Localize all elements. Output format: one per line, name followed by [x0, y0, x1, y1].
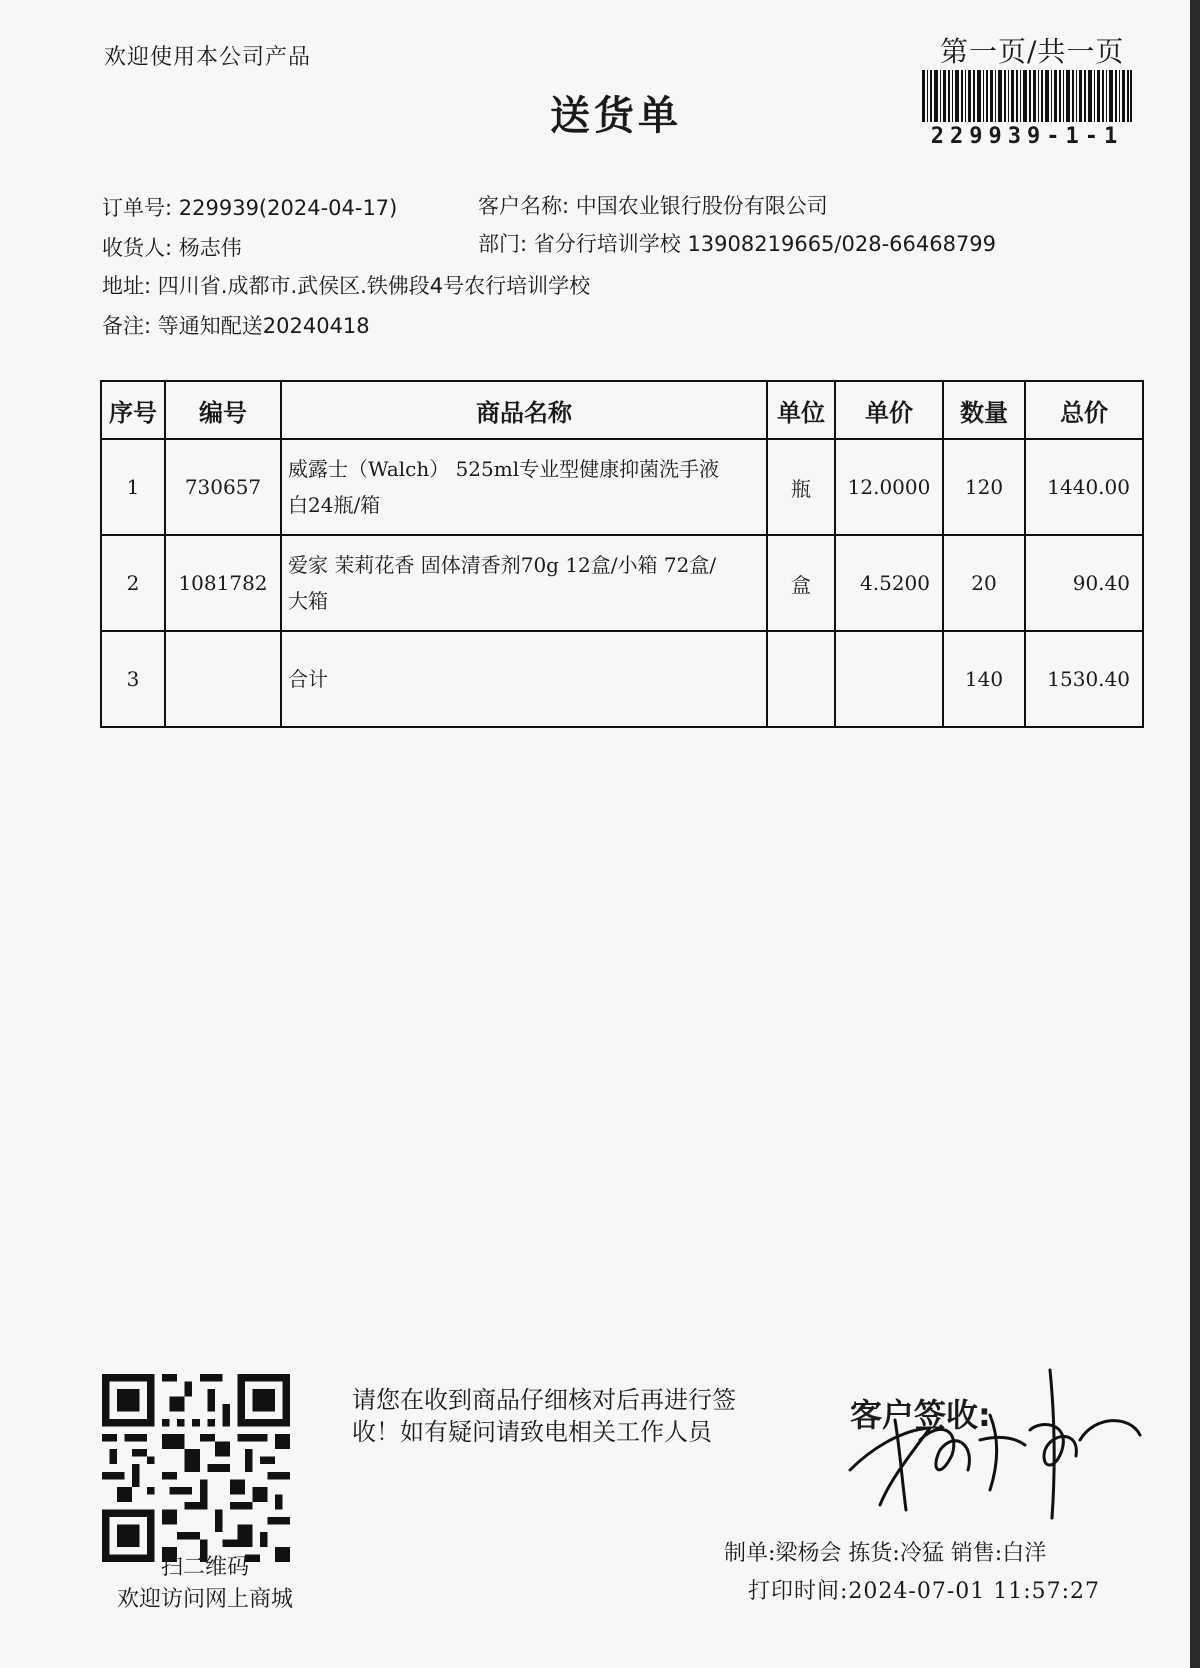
welcome-text: 欢迎使用本公司产品	[104, 45, 312, 70]
address-row	[102, 270, 590, 300]
qr-caption-scan: 扫二维码	[160, 1555, 249, 1580]
cell-unit-price: 12.0000	[835, 439, 943, 535]
qr-code-icon	[102, 1374, 290, 1562]
receiver-label: 收货人:	[102, 236, 173, 260]
department-label: 部门:	[478, 232, 528, 256]
order-number-label: 订单号:	[102, 196, 173, 220]
cell-unit-price: 4.5200	[835, 535, 943, 631]
notice-line-1: 请您在收到商品仔细核对后再进行签	[352, 1386, 736, 1414]
product-name-line-2: 大箱	[288, 589, 328, 613]
header-code: 编号	[165, 381, 281, 439]
document-title: 送货单	[550, 93, 682, 139]
cell-quantity-sum: 140	[943, 631, 1025, 727]
cell-code: 730657	[165, 439, 281, 535]
cell-seq: 1	[101, 439, 165, 535]
qr-caption-store: 欢迎访问网上商城	[116, 1587, 293, 1612]
cell-unit: 盒	[767, 535, 835, 631]
department-value: 省分行培训学校 13908219665/028-66468799	[533, 232, 997, 256]
header-unit: 单位	[767, 381, 835, 439]
table-row	[101, 535, 1143, 631]
customer-row	[478, 190, 828, 220]
order-number-row	[102, 192, 397, 222]
product-name-line-1: 爱家 茉莉花香 固体清香剂70g 12盒/小箱 72盒/	[288, 553, 717, 577]
remark-value: 等通知配送20240418	[157, 314, 370, 338]
cell-grand-total: 1530.40	[1025, 631, 1143, 727]
notice-line-2: 收！如有疑问请致电相关工作人员	[352, 1418, 712, 1446]
table-row-total	[101, 631, 1143, 727]
handwritten-signature	[840, 1360, 1160, 1520]
cell-total: 90.40	[1025, 535, 1143, 631]
receiver-value: 杨志伟	[178, 236, 242, 260]
product-name-line-1: 威露士（Walch） 525ml专业型健康抑菌洗手液	[288, 457, 720, 481]
cell-unit: 瓶	[767, 439, 835, 535]
customer-label: 客户名称:	[478, 194, 570, 218]
department-row	[478, 228, 996, 258]
receipt-notice	[352, 1384, 792, 1448]
customer-sign-label: 客户签收:	[850, 1396, 991, 1434]
cell-code: 1081782	[165, 535, 281, 631]
product-name-line-2: 白24瓶/箱	[288, 493, 381, 517]
staff-line: 制单:梁杨会 拣货:冷猛 销售:白洋	[724, 1541, 1047, 1566]
cell-unit	[767, 631, 835, 727]
barcode-image	[922, 70, 1132, 122]
remark-row	[102, 310, 370, 340]
cell-total-label: 合计	[281, 631, 767, 727]
cell-product-name	[281, 439, 767, 535]
cell-seq: 2	[101, 535, 165, 631]
customer-value: 中国农业银行股份有限公司	[575, 194, 828, 218]
cell-code	[165, 631, 281, 727]
receiver-row	[102, 232, 242, 262]
cell-product-name	[281, 535, 767, 631]
header-seq: 序号	[101, 381, 165, 439]
cell-seq: 3	[101, 631, 165, 727]
barcode-number: 229939-1-1	[930, 124, 1124, 149]
remark-label: 备注:	[102, 314, 152, 338]
items-table	[100, 380, 1144, 728]
page-indicator: 第一页/共一页	[940, 35, 1125, 68]
cell-quantity: 120	[943, 439, 1025, 535]
order-number-value: 229939(2024-04-17)	[178, 196, 398, 220]
cell-unit-price	[835, 631, 943, 727]
address-value: 四川省.成都市.武侯区.铁佛段4号农行培训学校	[157, 274, 591, 298]
table-header-row	[101, 381, 1143, 439]
header-quantity: 数量	[943, 381, 1025, 439]
header-unit-price: 单价	[835, 381, 943, 439]
cell-quantity: 20	[943, 535, 1025, 631]
print-time: 打印时间:2024-07-01 11:57:27	[748, 1579, 1101, 1604]
table-row	[101, 439, 1143, 535]
header-product-name: 商品名称	[281, 381, 767, 439]
address-label: 地址:	[102, 274, 152, 298]
cell-total: 1440.00	[1025, 439, 1143, 535]
header-total: 总价	[1025, 381, 1143, 439]
